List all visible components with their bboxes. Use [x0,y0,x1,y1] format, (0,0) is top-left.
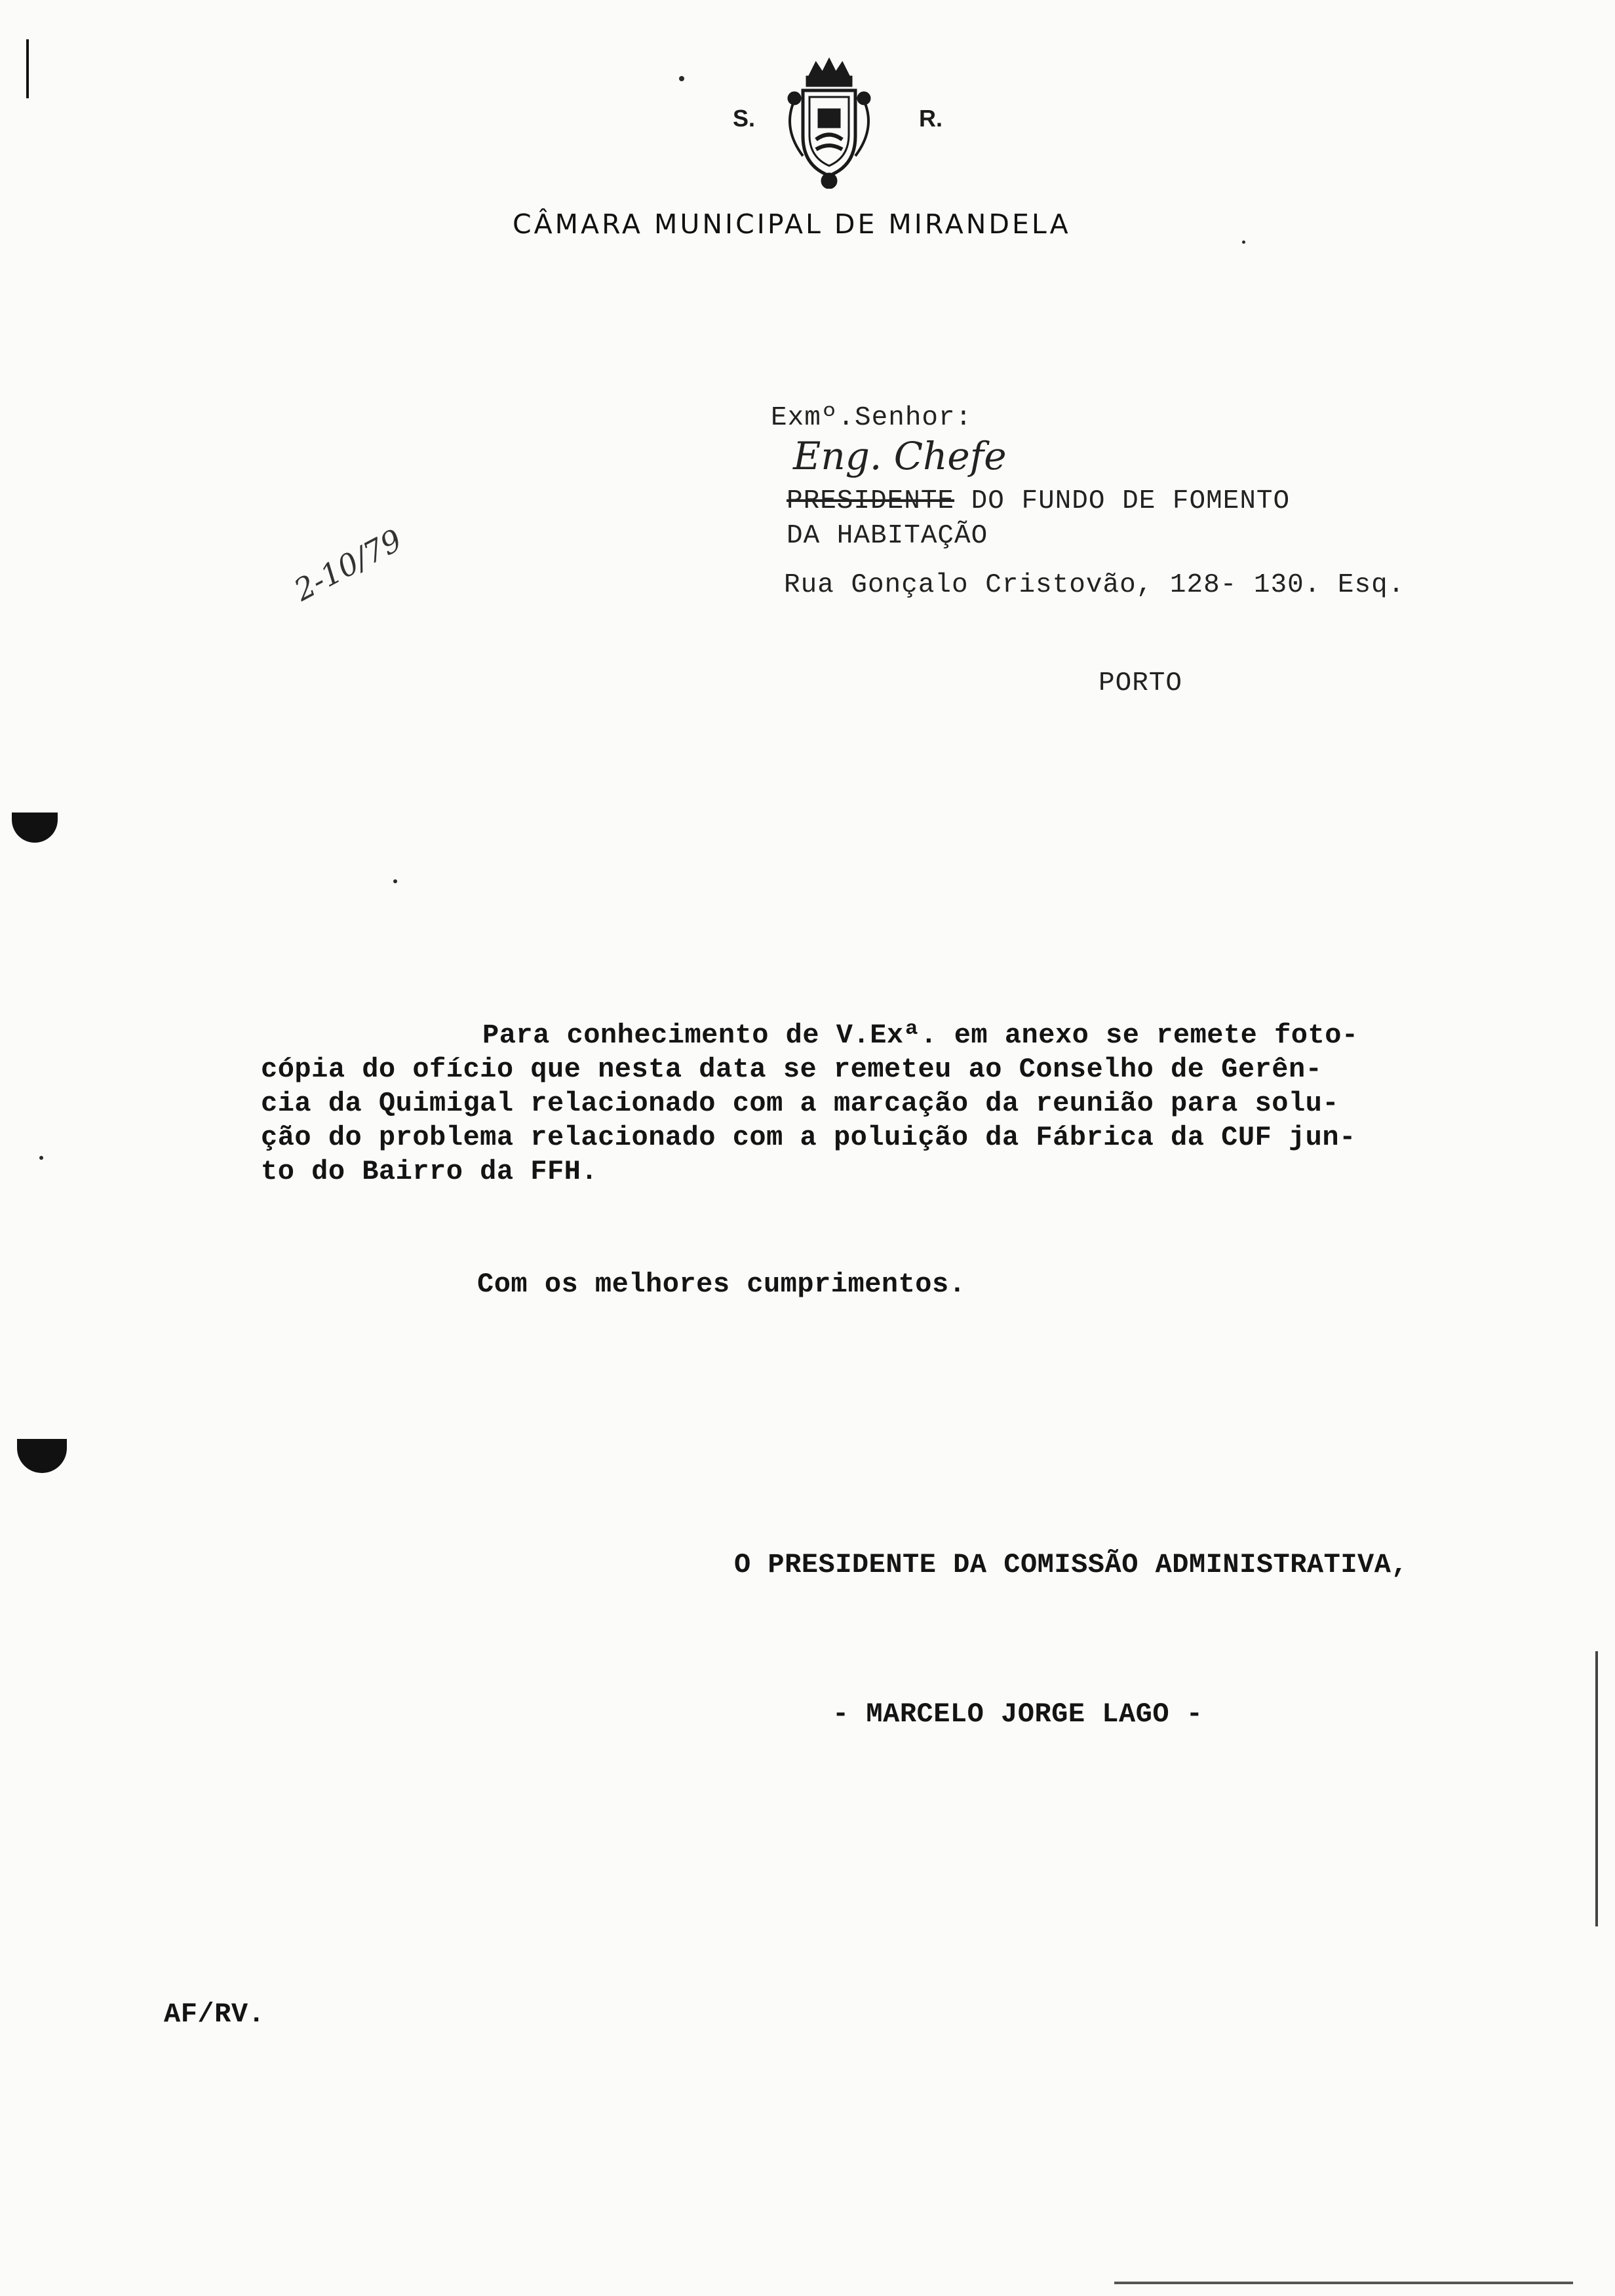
recipient-city: PORTO [1099,668,1183,698]
reference-initials: AF/RV. [164,1999,265,2030]
closing-line: Com os melhores cumprimentos. [477,1269,966,1300]
scan-speck [393,879,397,883]
recipient-line-2: DA HABITAÇÃO [787,521,988,551]
scan-edge-line [26,39,29,98]
signatory-name: - MARCELO JORGE LAGO - [832,1698,1203,1730]
punch-hole-mark-lower [17,1439,67,1473]
recipient-street: Rua Gonçalo Cristovão, 128- 130. Esq. [784,570,1405,600]
body-line-3: cia da Quimigal relacionado com a marcação da reunião para solu- [261,1088,1340,1119]
recipient-line-1-rest: DO FUNDO DE FOMENTO [954,486,1291,516]
recipient-line-1 [787,486,1290,516]
signatory-title: O PRESIDENTE DA COMISSÃO ADMINISTRATIVA, [734,1549,1409,1580]
municipal-crest-icon [780,58,878,189]
handwritten-title: Eng. Chefe [793,434,1007,478]
punch-hole-mark-upper [12,813,58,843]
body-line-5: to do Bairro da FFH. [261,1156,598,1187]
scan-edge-line-bottom [1114,2282,1573,2284]
letterhead-initial-r: R. [919,105,943,132]
scan-speck [39,1156,43,1160]
struck-title: PRESIDENTE [787,486,955,516]
scan-speck [1242,240,1245,244]
letterhead-initial-s: S. [733,105,756,132]
scan-speck [679,76,684,81]
body-line-2: cópia do ofício que nesta data se remeteu ao Conselho de Gerên- [261,1054,1323,1085]
scan-edge-line-right [1595,1651,1598,1926]
salutation: Exmº.Senhor: [771,403,973,433]
handwritten-margin-note: 2-10/79 [288,522,408,608]
body-line-1: Para conhecimento de V.Exª. em anexo se remete foto- [482,1020,1359,1051]
body-line-4: ção do problema relacionado com a poluição da Fábrica da CUF jun- [261,1122,1356,1153]
organization-name: CÂMARA MUNICIPAL DE MIRANDELA [513,208,1071,240]
